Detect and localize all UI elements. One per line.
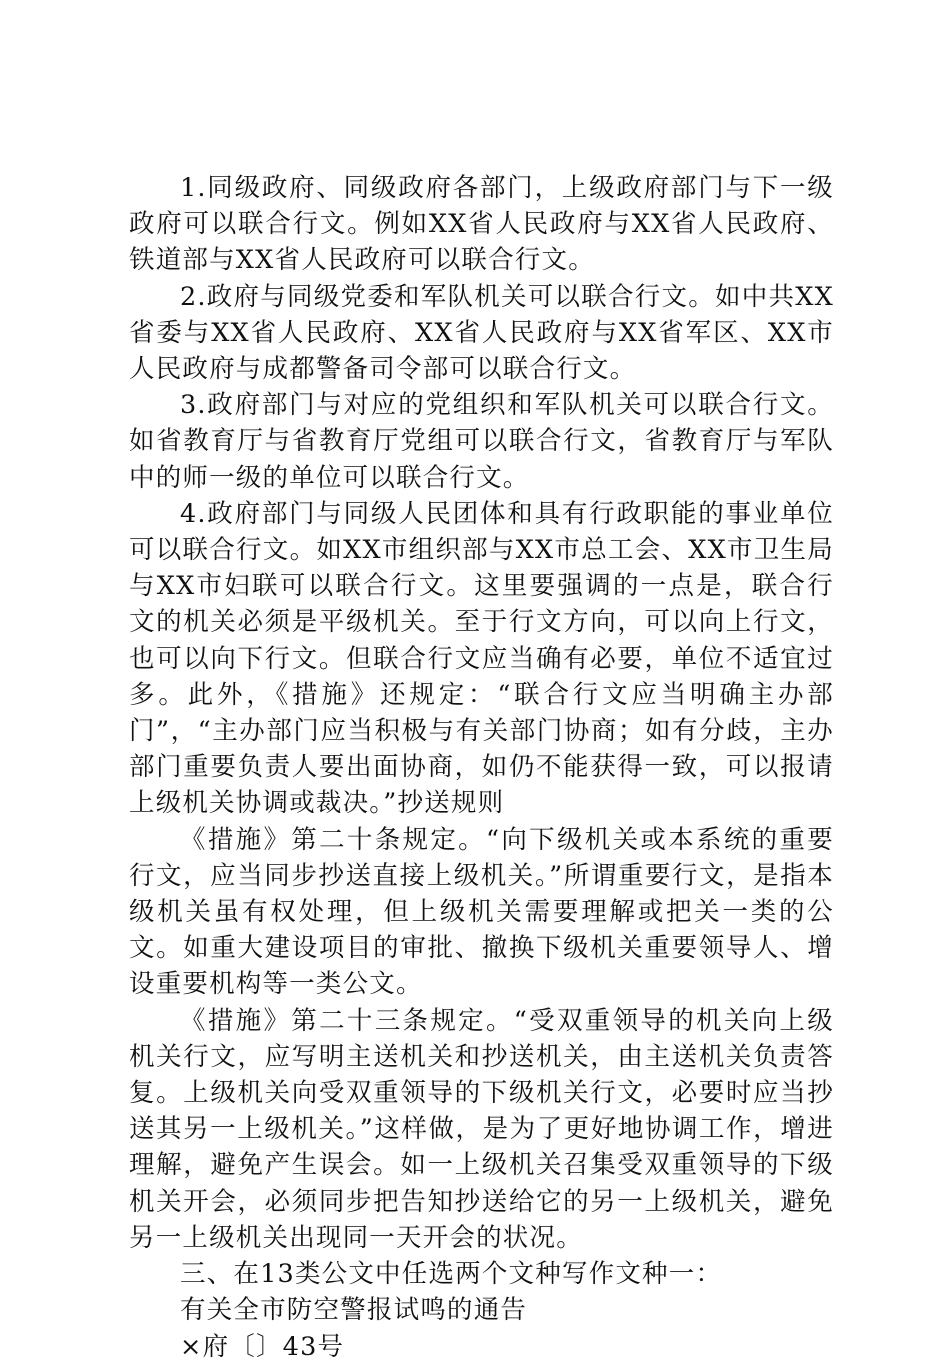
paragraph-6: 《措施》第二十三条规定。“受双重领导的机关向上级机关行文，应写明主送机关和抄送机关，由主送机关负责答复。上级机关向受双重领导的下级机关行文，必要时应当抄送其另一上级机关。”这样做，是为了更好地协调工作，增进理解，避免产生误会。如一上级机关召集受双重领导的下级机关开会，必须同步把告知抄送给它的另一上级机关，避免另一上级机关出现同一天开会的状况。: [129, 1005, 834, 1253]
paragraph-2: 2.政府与同级党委和军队机关可以联合行文。如中共XX省委与XX省人民政府、XX省人民政府与XX省军区、XX市人民政府与成都警备司令部可以联合行文。: [129, 281, 834, 385]
paragraph-3: 3.政府部门与对应的党组织和军队机关可以联合行文。如省教育厅与省教育厅党组可以联合行文，省教育厅与军队中的师一级的单位可以联合行文。: [129, 390, 834, 493]
document-number: ×府〔〕43号: [180, 1331, 345, 1362]
paragraph-1: 1.同级政府、同级政府各部门，上级政府部门与下一级政府可以联合行文。例如XX省人民政府与XX省人民政府、铁道部与XX省人民政府可以联合行文。: [129, 173, 834, 276]
document-body: [129, 170, 834, 1365]
notice-title: 有关全市防空警报试鸣的通告: [180, 1295, 528, 1326]
paragraph-5: 《措施》第二十条规定。“向下级机关或本系统的重要行文，应当同步抄送直接上级机关。”所谓重要行文，是指本级机关虽有权处理，但上级机关需要理解或把关一类的公文。如重大建设项目的审批、撤换下级机关重要领导人、增设重要机构等一类公文。: [129, 824, 834, 1000]
paragraph-4: 4.政府部门与同级人民团体和具有行政职能的事业单位可以联合行文。如XX市组织部与XX市总工会、XX市卫生局与XX市妇联可以联合行文。这里要强调的一点是，联合行文的机关必须是平级机关。至于行文方向，可以向上行文，也可以向下行文。但联合行文应当确有必要，单位不适宜过多。此外，《措施》还规定：“联合行文应当明确主办部门”，“主办部门应当积极与有关部门协商；如有分歧，主办部门重要负责人要出面协商，如仍不能获得一致，可以报请上级机关协调或裁决。”抄送规则: [129, 498, 834, 819]
section-heading: 三、在13类公文中任选两个文种写作文种一：: [180, 1259, 723, 1290]
